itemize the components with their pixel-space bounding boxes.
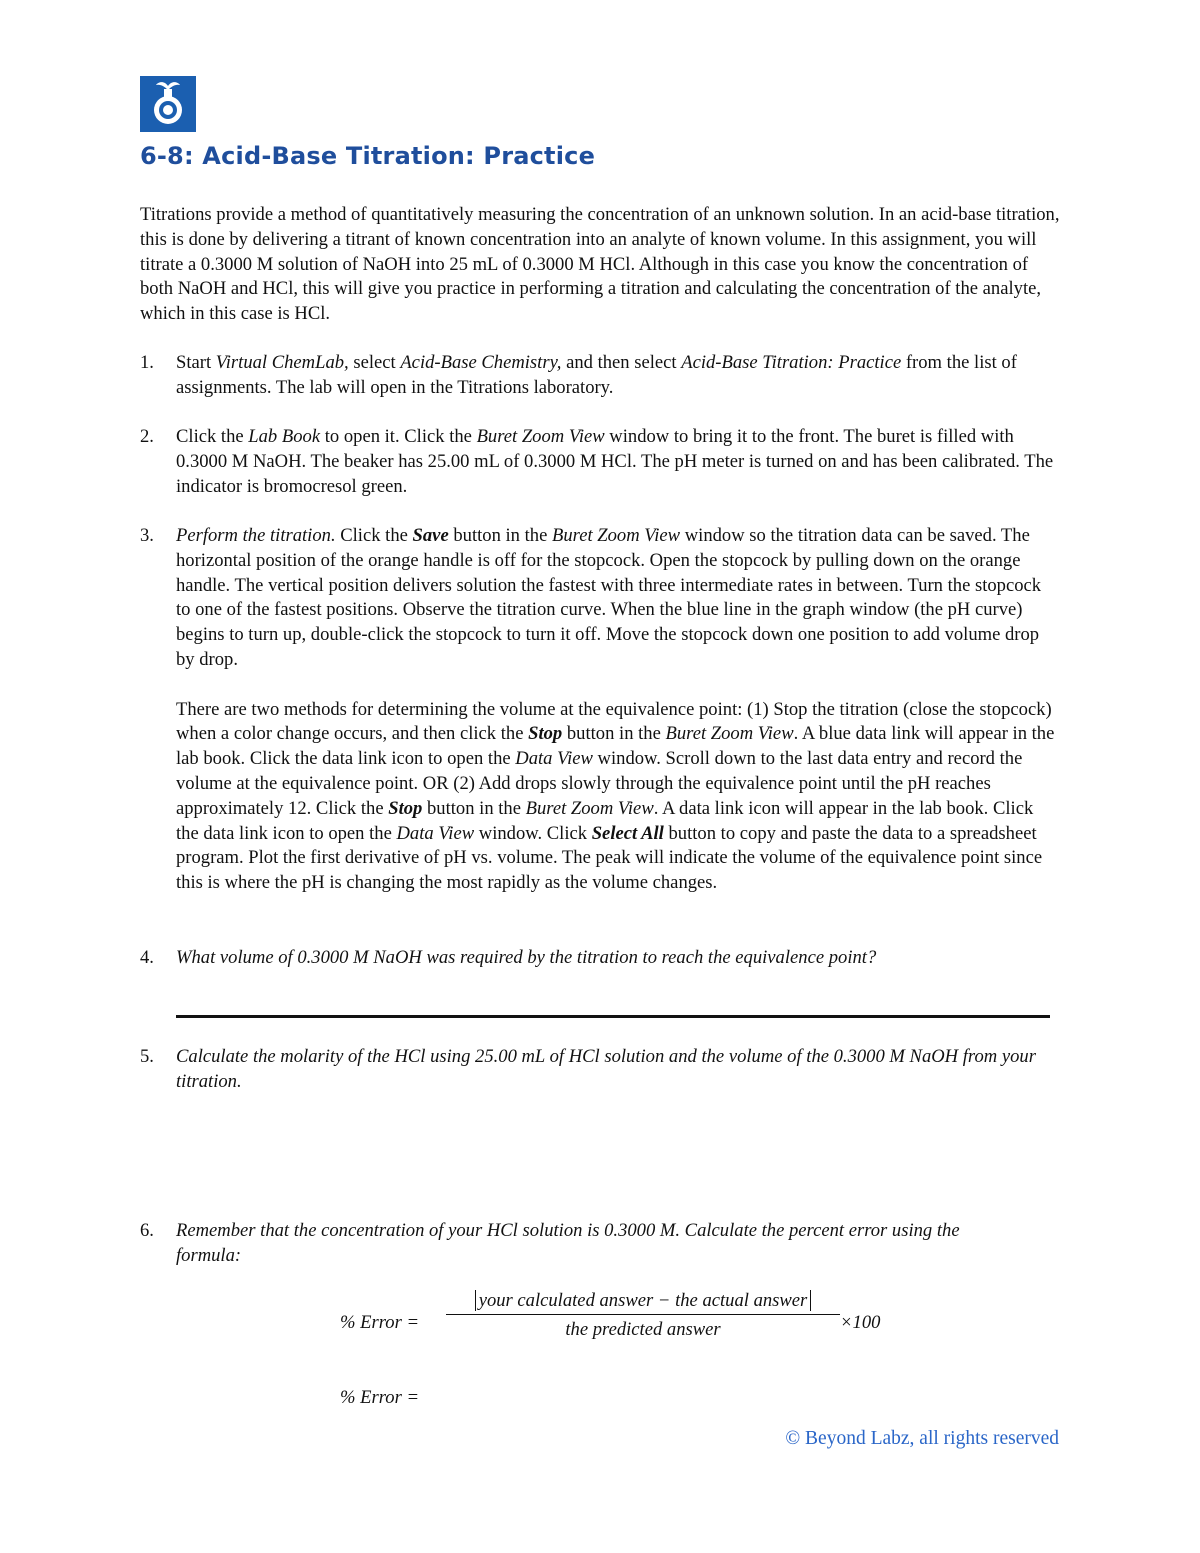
copyright-footer: © Beyond Labz, all rights reserved (785, 1428, 1059, 1449)
step-2 (140, 425, 1060, 499)
step-1 (140, 351, 1060, 401)
step-number: 6. (140, 1220, 154, 1241)
formula-label: % Error = (340, 1312, 420, 1333)
question-text: Remember that the concentration of your HCl solution is 0.3000 M. Calculate the percent error using the formula: (176, 1220, 960, 1266)
formula-fraction (446, 1290, 840, 1341)
step-text: Start Virtual ChemLab, select Acid-Base Chemistry, and then select Acid-Base Titration: Practice from the list of assignments. The lab will open in the Titrations laboratory. (176, 352, 1017, 398)
step-number: 3. (140, 525, 154, 546)
question-text: Calculate the molarity of the HCl using 25.00 mL of HCl solution and the volume of the 0.3000 M NaOH from your titration. (176, 1046, 1036, 1092)
step-number: 4. (140, 947, 154, 968)
step-6 (140, 1219, 1060, 1269)
page-title: 6-8: Acid-Base Titration: Practice (140, 142, 596, 170)
step-text: Click the Lab Book to open it. Click the Buret Zoom View window to bring it to the front. The buret is filled with 0.3000 M NaOH. The beaker has 25.00 mL of 0.3000 M HCl. The pH meter is turned on and has been calibrated. The indicator is bromocresol green. (176, 426, 1054, 497)
formula-multiplier: ×100 (840, 1312, 881, 1333)
question-text: What volume of 0.3000 M NaOH was required by the titration to reach the equivalence point? (176, 947, 877, 968)
flask-logo-icon (140, 76, 196, 132)
intro-paragraph: Titrations provide a method of quantitatively measuring the concentration of an unknown solution. In an acid-base titration, this is done by delivering a titrant of known concentration into an analyte of known volume. In this assignment, you will titrate a 0.3000 M solution of NaOH into 25 mL of 0.3000 M HCl. Although in this case you know the concentration of both NaOH and HCl, this will give you practice in performing a titration and calculating the concentration of the analyte, which in this case is HCl. (140, 204, 1060, 325)
step-number: 5. (140, 1046, 154, 1067)
step-text-methods: There are two methods for determining the volume at the equivalence point: (1) Stop the titration (close the stopcock) when a color change occurs, and then click the Stop button in the Buret Zoom View. A blue data link will appear in the lab book. Click the data link icon to open the Data View window. Scroll down to the last data entry and record the volume at the equivalence point. OR (2) Add drops slowly through the equivalence point until the pH reaches approximately 12. Click the Stop button in the Buret Zoom View. A data link icon will appear in the lab book. Click the data link icon to open the Data View window. Click Select All button to copy and paste the data to a spreadsheet program. Plot the first derivative of pH vs. volume. The peak will indicate the volume of the equivalence point since this is where the pH is changing the most rapidly as the volume changes. (176, 698, 1055, 894)
percent-error-answer-label: % Error = (340, 1387, 420, 1408)
answer-line (176, 1015, 1050, 1018)
formula-numerator: your calculated answer − the actual answer (446, 1290, 840, 1315)
step-number: 1. (140, 352, 154, 373)
step-number: 2. (140, 426, 154, 447)
step-3 (140, 524, 1060, 896)
step-5 (140, 1045, 1060, 1095)
formula-denominator: the predicted answer (565, 1319, 721, 1340)
step-text: Perform the titration. Click the Save button in the Buret Zoom View window so the titration data can be saved. The horizontal position of the orange handle is off for the stopcock. Open the stopcock by pulling down on the orange handle. The vertical position delivers solution the fastest with three intermediate rates in between. Turn the stopcock to one of the fastest positions. Observe the titration curve. When the blue line in the graph window (the pH curve) begins to turn up, double-click the stopcock to turn it off. Move the stopcock down one position to add volume drop by drop. (176, 525, 1042, 670)
step-4 (140, 946, 1060, 971)
